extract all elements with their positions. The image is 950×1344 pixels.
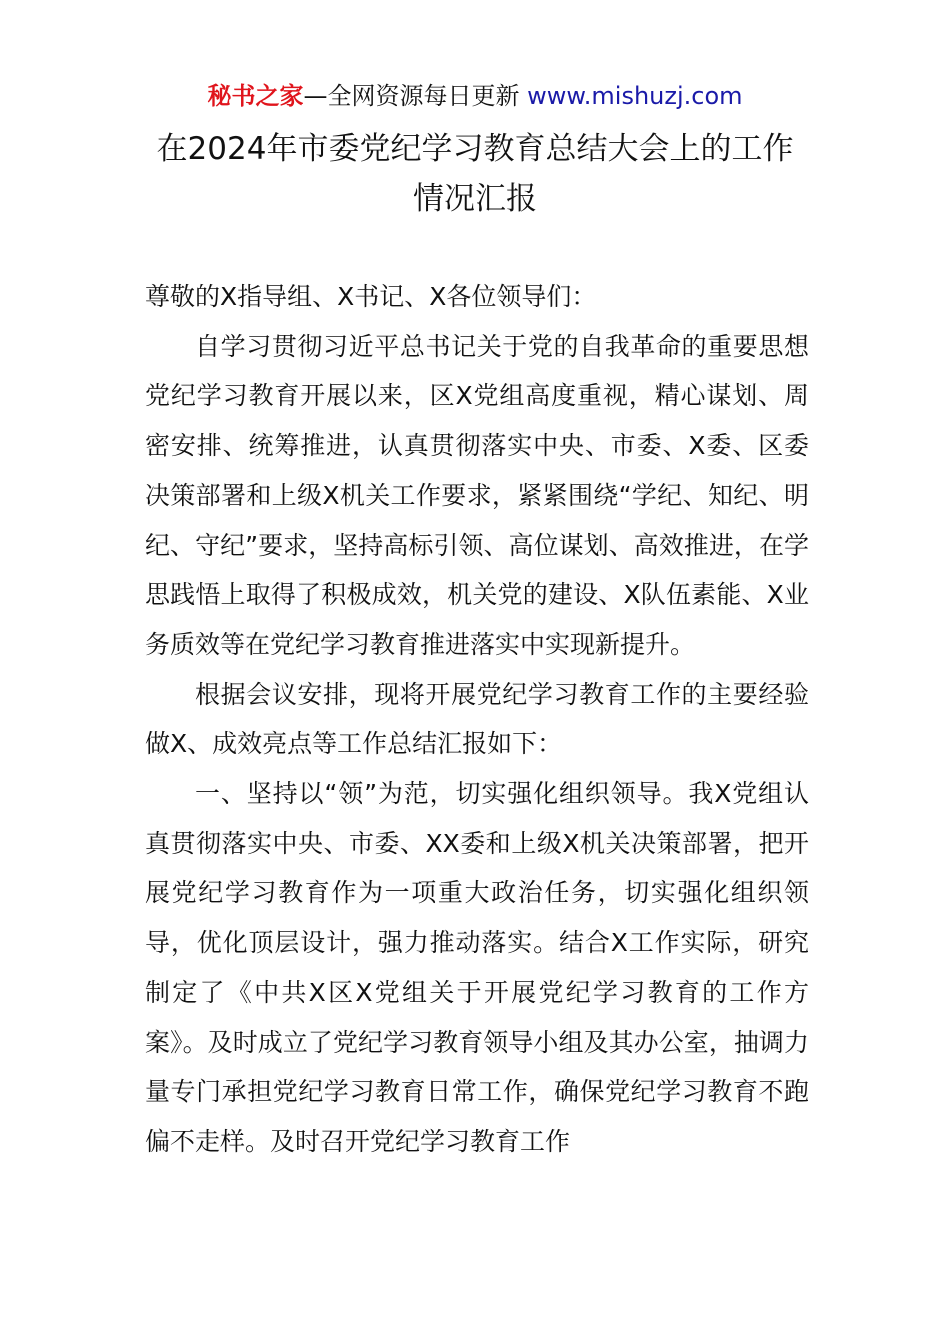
header-tagline: —全网资源每日更新 <box>303 82 528 110</box>
site-header <box>0 78 950 114</box>
salutation: 尊敬的X指导组、X书记、X各位领导们： <box>145 282 597 311</box>
paragraph: 自学习贯彻习近平总书记关于党的自我革命的重要思想党纪学习教育开展以来，区X党组高度重视，精心谋划、周密安排、统筹推进，认真贯彻落实中央、市委、X委、区委决策部署和上级X机关工作要求，紧紧围绕“学纪、知纪、明纪、守纪”要求，坚持高标引领、高位谋划、高效推进，在学思践悟上取得了积极成效，机关党的建设、X队伍素能、X业务质效等在党纪学习教育推进落实中实现新提升。 <box>145 331 809 659</box>
brand-name: 秘书之家 <box>207 82 304 110</box>
paragraph: 根据会议安排，现将开展党纪学习教育工作的主要经验做X、成效亮点等工作总结汇报如下： <box>145 679 809 759</box>
title-line-1: 在2024年市委党纪学习教育总结大会上的工作 <box>156 131 794 167</box>
paragraph: 一、坚持以“领”为范，切实强化组织领导。我X党组认真贯彻落实中央、市委、XX委和上级X机关决策部署，把开展党纪学习教育作为一项重大政治任务，切实强化组织领导，优化顶层设计，强力推动落实。结合X工作实际，研究制定了《中共X区X党组关于开展党纪学习教育的工作方案》。及时成立了党纪学习教育领导小组及其办公室，抽调力量专门承担党纪学习教育日常工作，确保党纪学习教育不跑偏不走样。及时召开党纪学习教育工作 <box>145 779 809 1156</box>
site-url-link[interactable]: www.mishuzj.com <box>527 82 743 110</box>
document-title <box>140 124 810 224</box>
document-body <box>145 272 809 1167</box>
title-line-2: 情况汇报 <box>413 181 537 217</box>
